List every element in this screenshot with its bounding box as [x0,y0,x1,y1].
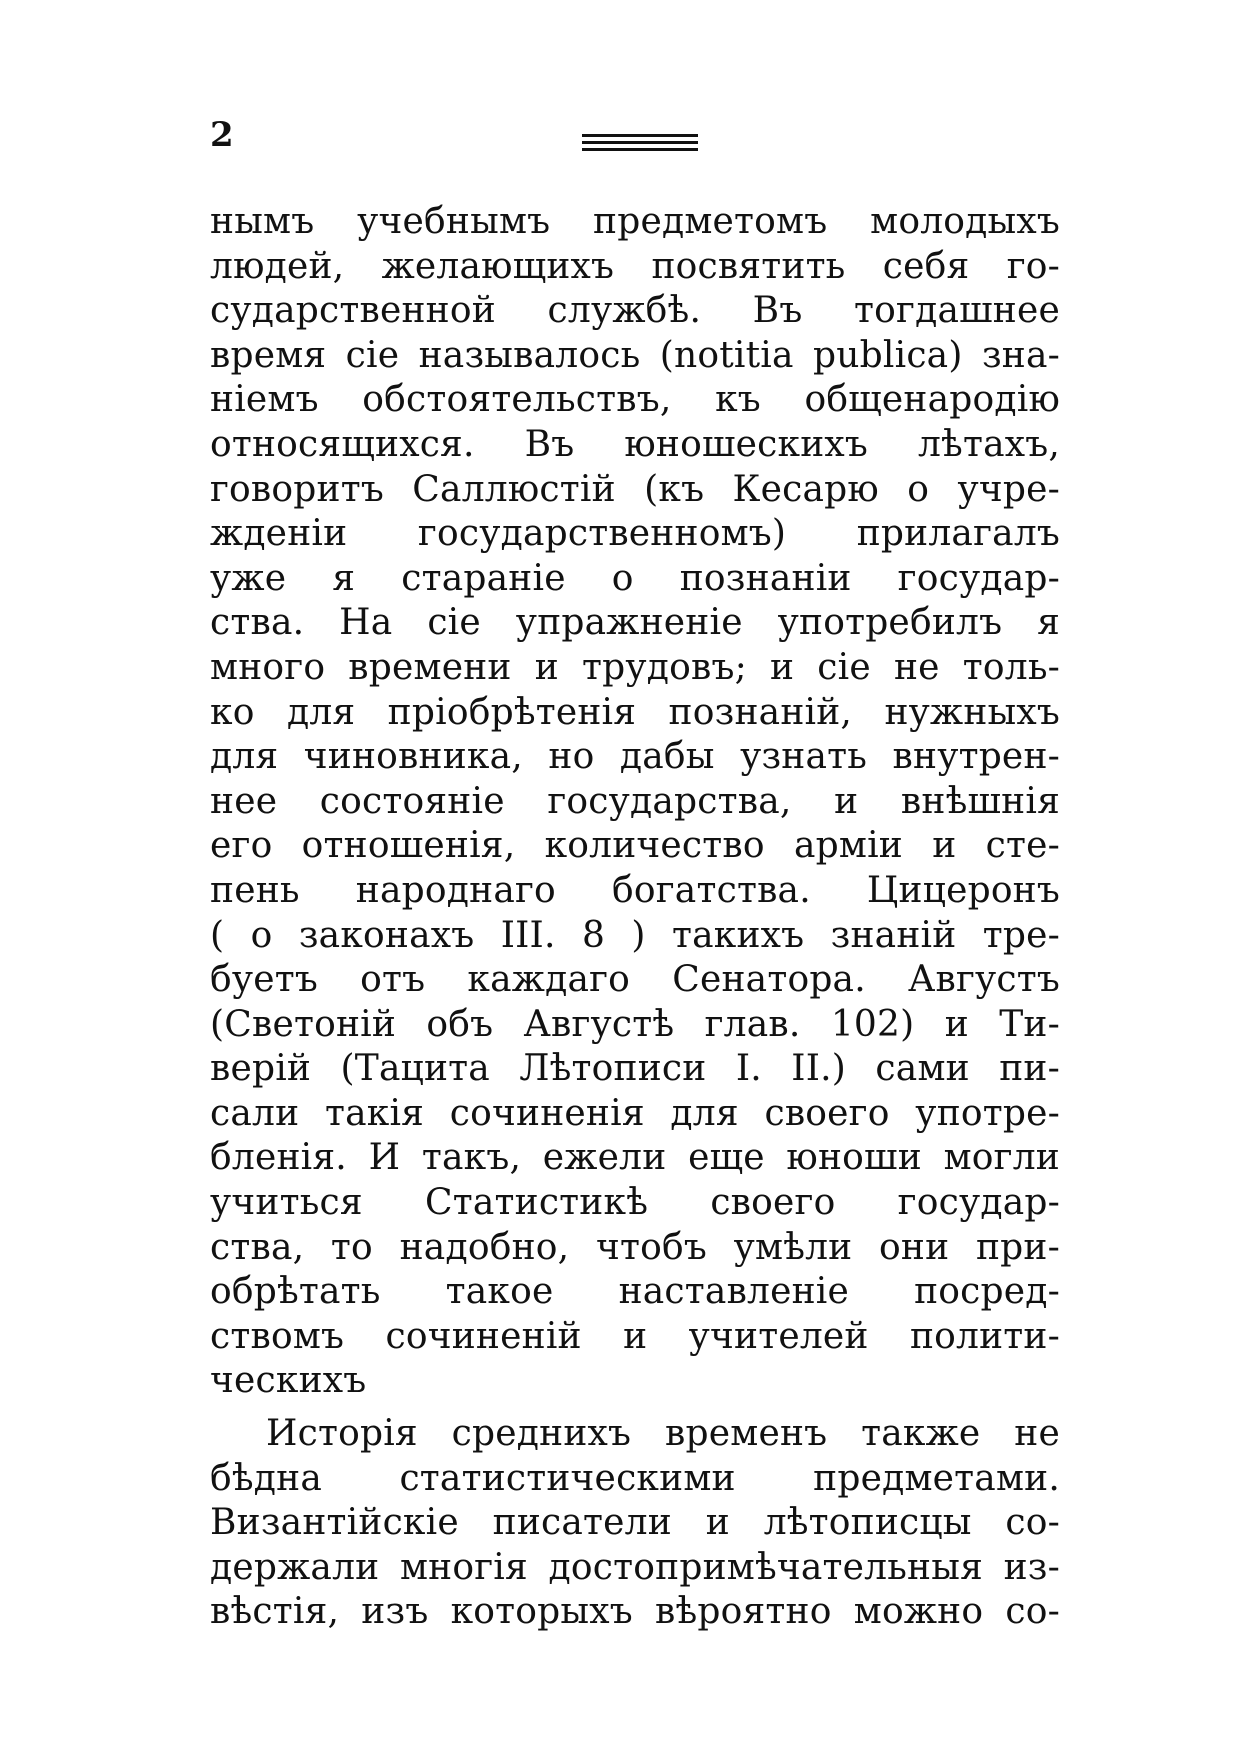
text-line: относящихся. Въ юношескихъ лѣтахъ, [210,423,1060,465]
text-line: ства. На сіе упражненіе употребилъ я [210,602,1060,644]
text-line: для чиновника, но дабы узнать внутрен- [210,736,1060,778]
text-line: ко для пріобрѣтенія познаній, нужныхъ [210,691,1060,733]
paragraph-gap [210,1404,1060,1412]
text-line: ства, то надобно, чтобъ умѣли они при- [210,1226,1060,1268]
text-line: ( о законахъ III. 8 ) такихъ знаній тре- [210,914,1060,956]
text-line: бѣдна статистическими предметами. [210,1457,1060,1499]
text-line: держали многія достопримѣчательныя из- [210,1546,1060,1588]
text-line: уже я стараніе о познаніи государ- [210,557,1060,599]
text-line: говоритъ Саллюстій (къ Кесарю о учре- [210,468,1060,510]
text-line: жденіи государственномъ) прилагалъ [210,513,1060,555]
text-line: его отношенія, количество арміи и сте- [210,825,1060,867]
text-line: учиться Статистикѣ своего государ- [210,1182,1060,1224]
rule-line [582,134,698,137]
rule-line [582,148,698,151]
text-line: Исторія среднихъ временъ также не [266,1413,1060,1455]
page-header [210,115,1070,158]
text-line: сударственной службѣ. Въ тогдашнее [210,290,1060,332]
text-line: бленія. И такъ, ежели еще юноши могли [210,1137,1060,1179]
header-ornament-rule [582,134,698,155]
text-line: сали такія сочиненія для своего употре- [210,1092,1060,1134]
rule-line [582,141,698,144]
text-line: много времени и трудовъ; и сіе не толь- [210,646,1060,688]
text-line: вѣстія, изъ которыхъ вѣроятно можно со- [210,1591,1060,1633]
text-line: буетъ отъ каждаго Сенатора. Августъ [210,959,1060,1001]
text-line: обрѣтать такое наставленіе посред- [210,1271,1060,1313]
body-text [210,200,1060,1635]
text-line: ческихъ [210,1360,367,1402]
text-line: нымъ учебнымъ предметомъ молодыхъ [210,201,1060,242]
text-line: верій (Тацита Лѣтописи I. II.) сами пи- [210,1048,1060,1090]
text-line: пень народнаго богатства. Цицеронъ [210,869,1060,911]
text-line: время сіе называлось (notitia publica) зна- [210,334,1060,376]
text-line: нее состояніе государства, и внѣшнія [210,780,1060,822]
text-line: (Светоній объ Августѣ глав. 102) и Ти- [210,1003,1060,1045]
text-line: Византійскіе писатели и лѣтописцы со- [210,1502,1060,1544]
page-number: 2 [210,115,234,155]
text-line: людей, желающихъ посвятить себя го- [210,245,1060,287]
text-line: ствомъ сочиненій и учителей полити- [210,1315,1060,1357]
paragraph-2 [210,1412,1060,1635]
paragraph-1 [210,200,1060,1404]
text-line: ніемъ обстоятельствъ, къ общенародію [210,379,1060,421]
